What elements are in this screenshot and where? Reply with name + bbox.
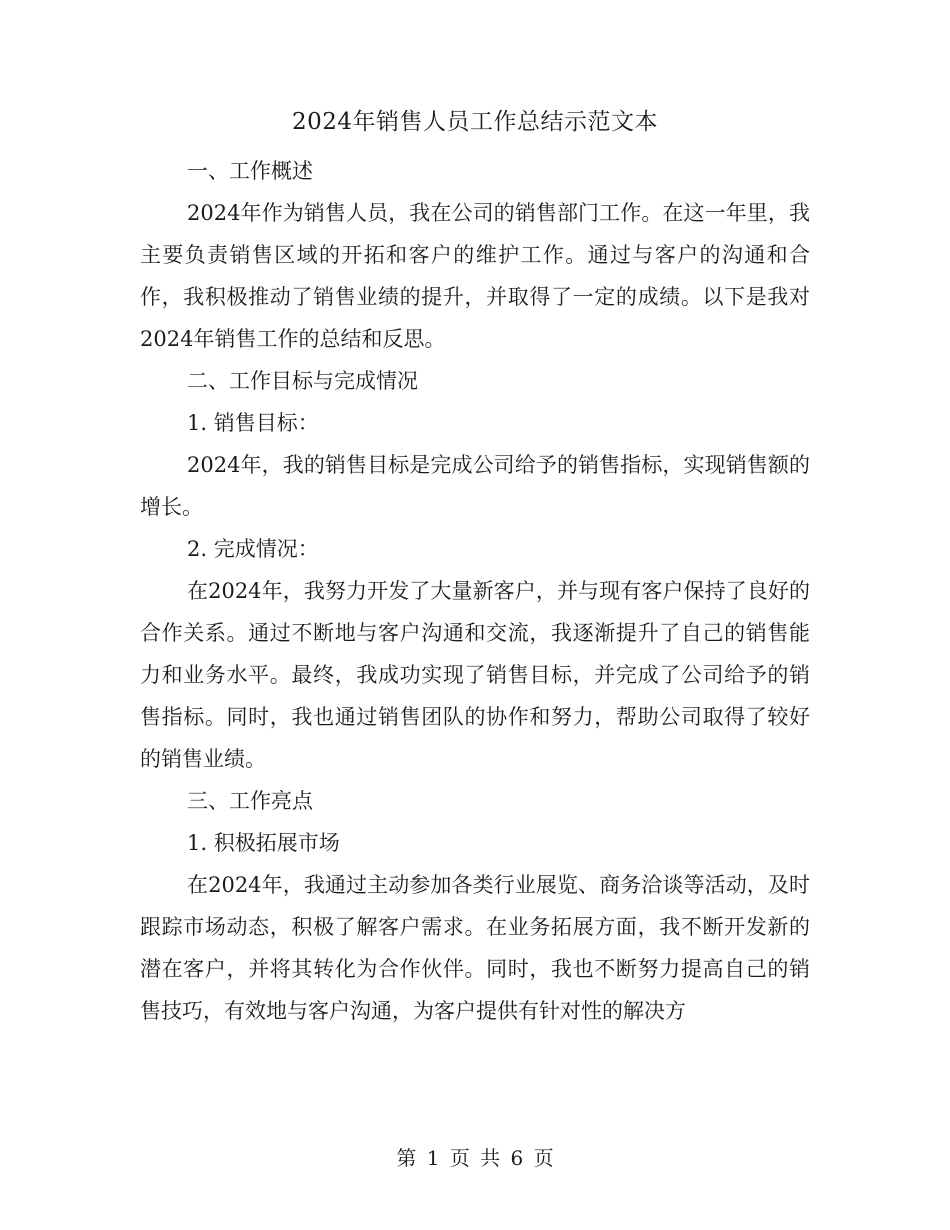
section-heading-goals: 二、工作目标与完成情况 [187, 369, 418, 393]
page-footer: 第 1 页 共 6 页 [396, 1146, 554, 1170]
section-heading-highlights: 三、工作亮点 [187, 789, 313, 813]
document-body [140, 150, 810, 1032]
paragraph-overview: 2024年作为销售人员，我在公司的销售部门工作。在这一年里，我主要负责销售区域的开拓和客户的维护工作。通过与客户的沟通和合作，我积极推动了销售业绩的提升，并取得了一定的成绩。以下是我对2024年销售工作的总结和反思。 [140, 201, 810, 351]
subheading-market-expansion: 1. 积极拓展市场 [187, 831, 340, 855]
section-heading-overview: 一、工作概述 [187, 159, 313, 183]
subheading-completion: 2. 完成情况： [187, 537, 319, 561]
paragraph-completion: 在2024年，我努力开发了大量新客户，并与现有客户保持了良好的合作关系。通过不断地与客户沟通和交流，我逐渐提升了自己的销售能力和业务水平。最终，我成功实现了销售目标，并完成了公司给予的销售指标。同时，我也通过销售团队的协作和努力，帮助公司取得了较好的销售业绩。 [140, 579, 810, 771]
subheading-sales-target: 1. 销售目标： [187, 411, 319, 435]
paragraph-market-expansion: 在2024年，我通过主动参加各类行业展览、商务洽谈等活动，及时跟踪市场动态，积极了解客户需求。在业务拓展方面，我不断开发新的潜在客户，并将其转化为合作伙伴。同时，我也不断努力提高自己的销售技巧，有效地与客户沟通，为客户提供有针对性的解决方 [140, 873, 810, 1023]
document-title: 2024年销售人员工作总结示范文本 [291, 109, 659, 135]
paragraph-sales-target: 2024年，我的销售目标是完成公司给予的销售指标，实现销售额的增长。 [140, 453, 810, 519]
